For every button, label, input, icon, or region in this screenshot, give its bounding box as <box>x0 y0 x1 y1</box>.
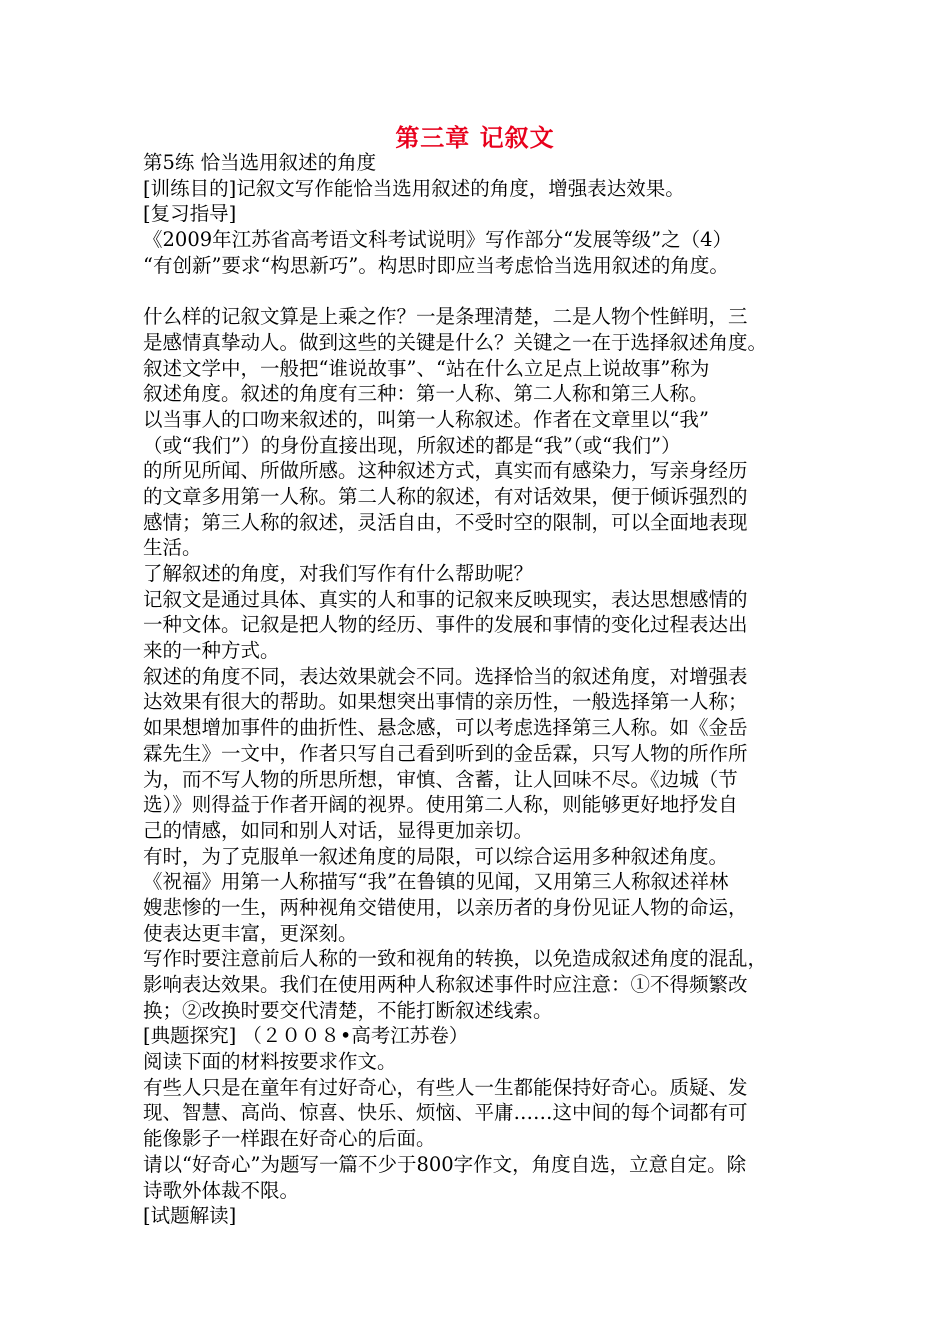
text-line: 使表达更丰富，更深刻。 <box>143 921 358 945</box>
text-line: 有些人只是在童年有过好奇心，有些人一生都能保持好奇心。质疑、发 <box>143 1075 748 1099</box>
text-line: 叙述角度。叙述的角度有三种：第一人称、第二人称和第三人称。 <box>143 382 709 406</box>
text-line: [训练目的]记叙文写作能恰当选用叙述的角度，增强表达效果。 <box>143 176 685 200</box>
text-line: 有时，为了克服单一叙述角度的局限，可以综合运用多种叙述角度。 <box>143 844 729 868</box>
text-line: 选）》则得益于作者开阔的视界。使用第二人称，则能够更好地抒发自 <box>143 793 738 817</box>
text-line: 阅读下面的材料按要求作文。 <box>143 1050 397 1074</box>
text-line: 己的情感，如同和别人对话，显得更加亲切。 <box>143 818 534 842</box>
text-line: 换；②改换时要交代清楚，不能打断叙述线索。 <box>143 998 553 1022</box>
text-line: 叙述文学中，一般把“谁说故事”、“站在什么立足点上说故事”称为 <box>143 356 710 380</box>
text-line: 为，而不写人物的所思所想，审慎、含蓄，让人回味不尽。《边城（节 <box>143 767 738 791</box>
text-line: 诗歌外体裁不限。 <box>143 1178 300 1202</box>
text-line: （或“我们”）的身份直接出现，所叙述的都是“我”（或“我们”） <box>143 433 681 457</box>
text-line: [试题解读] <box>143 1204 237 1228</box>
document-body <box>143 150 815 1229</box>
text-line: 写作时要注意前后人称的一致和视角的转换，以免造成叙述角度的混乱， <box>143 947 768 971</box>
text-line: “有创新”要求“构思新巧”。构思时即应当考虑恰当选用叙述的角度。 <box>143 253 729 277</box>
blank-line <box>143 278 815 304</box>
text-line: [复习指导] <box>143 202 237 226</box>
text-line: 了解叙述的角度，对我们写作有什么帮助呢？ <box>143 562 534 585</box>
text-line: 的文章多用第一人称。第二人称的叙述，有对话效果，便于倾诉强烈的 <box>143 484 748 508</box>
text-line: 来的一种方式。 <box>143 639 280 663</box>
text-line: 现、智慧、高尚、惊喜、快乐、烦恼、平庸……这中间的每个词都有可 <box>143 1101 748 1125</box>
text-line: 嫂悲惨的一生，两种视角交错使用，以亲历者的身份见证人物的命运， <box>143 895 748 919</box>
text-line: 如果想增加事件的曲折性、悬念感，可以考虑选择第三人称。如《金岳 <box>143 716 748 740</box>
text-line: 的所见所闻、所做所感。这种叙述方式，真实而有感染力，写亲身经历 <box>143 459 748 483</box>
text-line: 是感情真挚动人。做到这些的关键是什么？关键之一在于选择叙述角度。 <box>143 330 768 354</box>
text-line: 请以“好奇心”为题写一篇不少于800字作文，角度自选，立意自定。除 <box>143 1152 747 1176</box>
text-line: 感情；第三人称的叙述，灵活自由，不受时空的限制，可以全面地表现 <box>143 510 748 534</box>
text-line: 记叙文是通过具体、真实的人和事的记叙来反映现实，表达思想感情的 <box>143 587 748 611</box>
text-line: [典题探究] （２００８•高考江苏卷） <box>143 1024 469 1048</box>
text-line: 什么样的记叙文算是上乘之作？一是条理清楚，二是人物个性鲜明，三 <box>143 305 748 329</box>
text-line: 以当事人的口吻来叙述的，叫第一人称叙述。作者在文章里以“我” <box>143 407 709 431</box>
text-line: 一种文体。记叙是把人物的经历、事件的发展和事情的变化过程表达出 <box>143 613 748 637</box>
text-line: 叙述的角度不同，表达效果就会不同。选择恰当的叙述角度，对增强表 <box>143 664 748 688</box>
text-line: 达效果有很大的帮助。如果想突出事情的亲历性，一般选择第一人称； <box>143 690 748 714</box>
text-line: 影响表达效果。我们在使用两种人称叙述事件时应注意：①不得频繁改 <box>143 973 748 996</box>
text-line: 《祝福》用第一人称描写“我”在鲁镇的见闻，又用第三人称叙述祥林 <box>143 870 729 894</box>
text-line: 霖先生》一文中，作者只写自己看到听到的金岳霖，只写人物的所作所 <box>143 741 748 765</box>
text-line: 能像影子一样跟在好奇心的后面。 <box>143 1127 436 1151</box>
text-line: 生活。 <box>143 536 202 560</box>
text-line: 第5练 恰当选用叙述的角度 <box>143 151 377 174</box>
chapter-title: 第三章 记叙文 <box>395 124 555 152</box>
text-line: 《2009年江苏省高考语文科考试说明》写作部分“发展等级”之（4） <box>143 228 732 252</box>
